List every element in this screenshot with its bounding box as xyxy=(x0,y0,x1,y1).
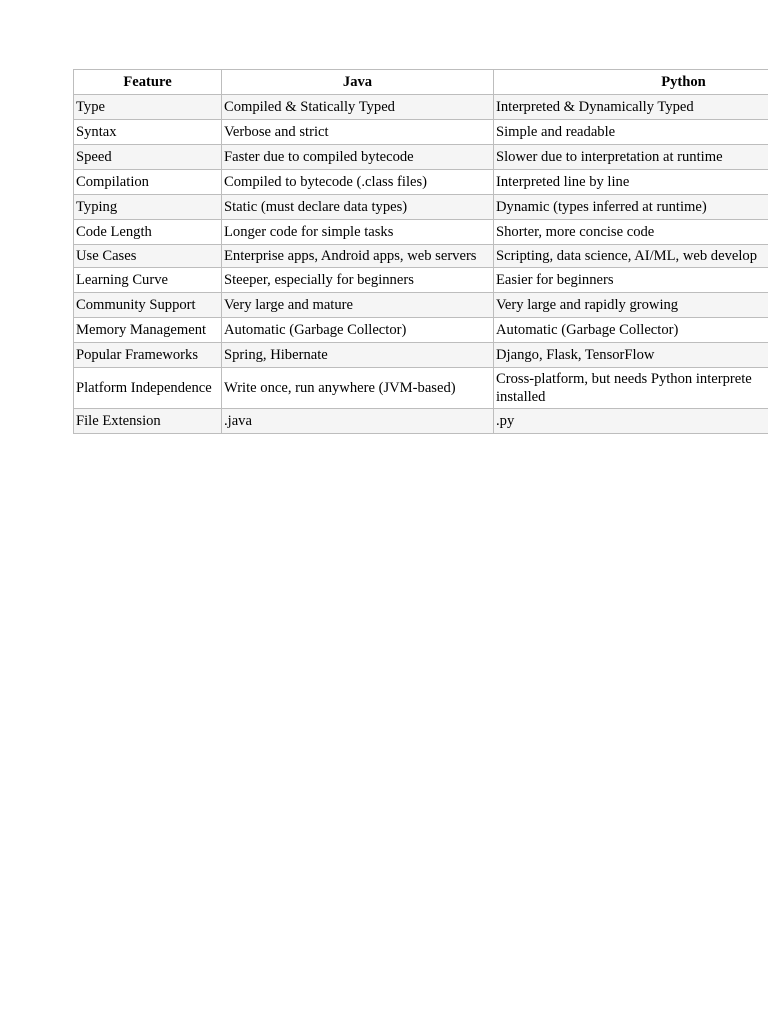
java-cell: .java xyxy=(222,409,494,434)
python-cell-text: Cross-platform, but needs Python interprete installed xyxy=(496,371,752,405)
feature-cell: Speed xyxy=(74,145,222,170)
python-cell: Interpreted & Dynamically Typed xyxy=(494,95,768,120)
java-cell: Spring, Hibernate xyxy=(222,343,494,368)
table-row xyxy=(74,120,768,145)
feature-cell: Syntax xyxy=(74,120,222,145)
table-row xyxy=(74,220,768,245)
header-python: Python xyxy=(494,70,768,95)
python-cell: Slower due to interpretation at runtime xyxy=(494,145,768,170)
java-cell: Automatic (Garbage Collector) xyxy=(222,318,494,343)
table-row xyxy=(74,145,768,170)
feature-cell: Typing xyxy=(74,195,222,220)
feature-cell: Compilation xyxy=(74,170,222,195)
table-row xyxy=(74,245,768,268)
java-cell: Longer code for simple tasks xyxy=(222,220,494,245)
feature-cell: Community Support xyxy=(74,293,222,318)
comparison-table-container xyxy=(73,69,768,434)
table-header-row xyxy=(74,70,768,95)
java-cell: Compiled & Statically Typed xyxy=(222,95,494,120)
comparison-table xyxy=(73,69,768,434)
table-row xyxy=(74,368,768,409)
python-cell: Simple and readable xyxy=(494,120,768,145)
table-row xyxy=(74,195,768,220)
header-java: Java xyxy=(222,70,494,95)
java-cell: Enterprise apps, Android apps, web servers xyxy=(222,245,494,268)
java-cell: Very large and mature xyxy=(222,293,494,318)
table-row xyxy=(74,409,768,434)
python-cell xyxy=(494,368,768,409)
feature-cell: Type xyxy=(74,95,222,120)
java-cell: Static (must declare data types) xyxy=(222,195,494,220)
table-row xyxy=(74,293,768,318)
python-cell: Django, Flask, TensorFlow xyxy=(494,343,768,368)
python-cell: Easier for beginners xyxy=(494,268,768,293)
java-cell: Compiled to bytecode (.class files) xyxy=(222,170,494,195)
java-cell: Faster due to compiled bytecode xyxy=(222,145,494,170)
table-row xyxy=(74,95,768,120)
python-cell: Dynamic (types inferred at runtime) xyxy=(494,195,768,220)
table-row xyxy=(74,170,768,195)
java-cell: Verbose and strict xyxy=(222,120,494,145)
python-cell: Interpreted line by line xyxy=(494,170,768,195)
java-cell: Steeper, especially for beginners xyxy=(222,268,494,293)
header-feature: Feature xyxy=(74,70,222,95)
python-cell: Automatic (Garbage Collector) xyxy=(494,318,768,343)
java-cell: Write once, run anywhere (JVM-based) xyxy=(222,368,494,409)
feature-cell: Memory Management xyxy=(74,318,222,343)
feature-cell: File Extension xyxy=(74,409,222,434)
python-cell: Shorter, more concise code xyxy=(494,220,768,245)
table-row xyxy=(74,318,768,343)
table-row xyxy=(74,268,768,293)
feature-cell: Learning Curve xyxy=(74,268,222,293)
feature-cell: Code Length xyxy=(74,220,222,245)
python-cell: .py xyxy=(494,409,768,434)
python-cell: Very large and rapidly growing xyxy=(494,293,768,318)
table-row xyxy=(74,343,768,368)
feature-cell: Platform Independence xyxy=(74,368,222,409)
feature-cell: Use Cases xyxy=(74,245,222,268)
feature-cell: Popular Frameworks xyxy=(74,343,222,368)
python-cell: Scripting, data science, AI/ML, web develop xyxy=(494,245,768,268)
